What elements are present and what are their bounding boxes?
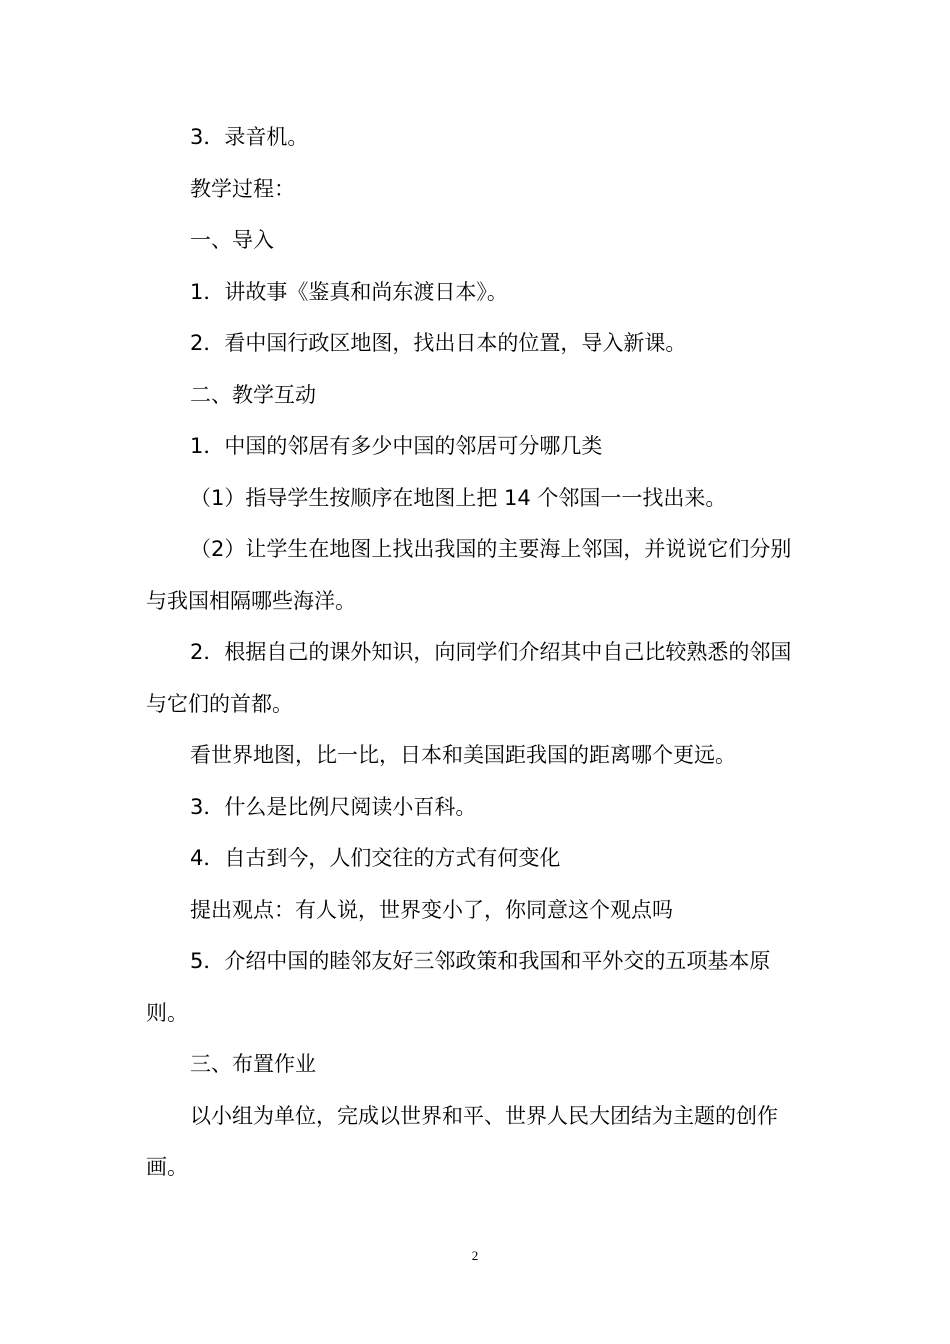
paragraph-find-neighbors: （1）指导学生按顺序在地图上把 14 个邻国一一找出来。 [190, 485, 727, 510]
paragraph-recorder: 3．录音机。 [190, 125, 309, 149]
paragraph-map: 2．看中国行政区地图，找出日本的位置，导入新课。 [190, 331, 687, 355]
page-number: 2 [471, 1248, 479, 1263]
section-heading-interaction: 二、教学互动 [190, 382, 316, 407]
section-heading-homework: 三、布置作业 [190, 1052, 316, 1076]
paragraph-diplomacy: 5．介绍中国的睦邻友好三邻政策和我国和平外交的五项基本原则。 [146, 949, 771, 1025]
document-body [146, 112, 811, 1194]
paragraph-story: 1．讲故事《鉴真和尚东渡日本》。 [190, 279, 508, 304]
paragraph-scale: 3．什么是比例尺阅读小百科。 [190, 794, 477, 819]
section-heading-intro: 一、导入 [190, 228, 274, 252]
paragraph-sea-neighbors: （2）让学生在地图上找出我国的主要海上邻国，并说说它们分别与我国相隔哪些海洋。 [146, 537, 792, 613]
paragraph-neighbors-question: 1．中国的邻居有多少中国的邻居可分哪几类 [190, 434, 603, 458]
paragraph-teaching-process: 教学过程： [190, 176, 295, 201]
paragraph-communication: 4．自古到今，人们交往的方式有何变化 [190, 846, 561, 870]
paragraph-homework: 以小组为单位，完成以世界和平、世界人民大团结为主题的创作画。 [146, 1103, 778, 1179]
paragraph-world-map: 看世界地图，比一比，日本和美国距我国的距离哪个更远。 [190, 743, 736, 767]
paragraph-viewpoint: 提出观点：有人说，世界变小了，你同意这个观点吗 [190, 897, 673, 922]
paragraph-capitals: 2．根据自己的课外知识，向同学们介绍其中自己比较熟悉的邻国与它们的首都。 [146, 640, 792, 716]
